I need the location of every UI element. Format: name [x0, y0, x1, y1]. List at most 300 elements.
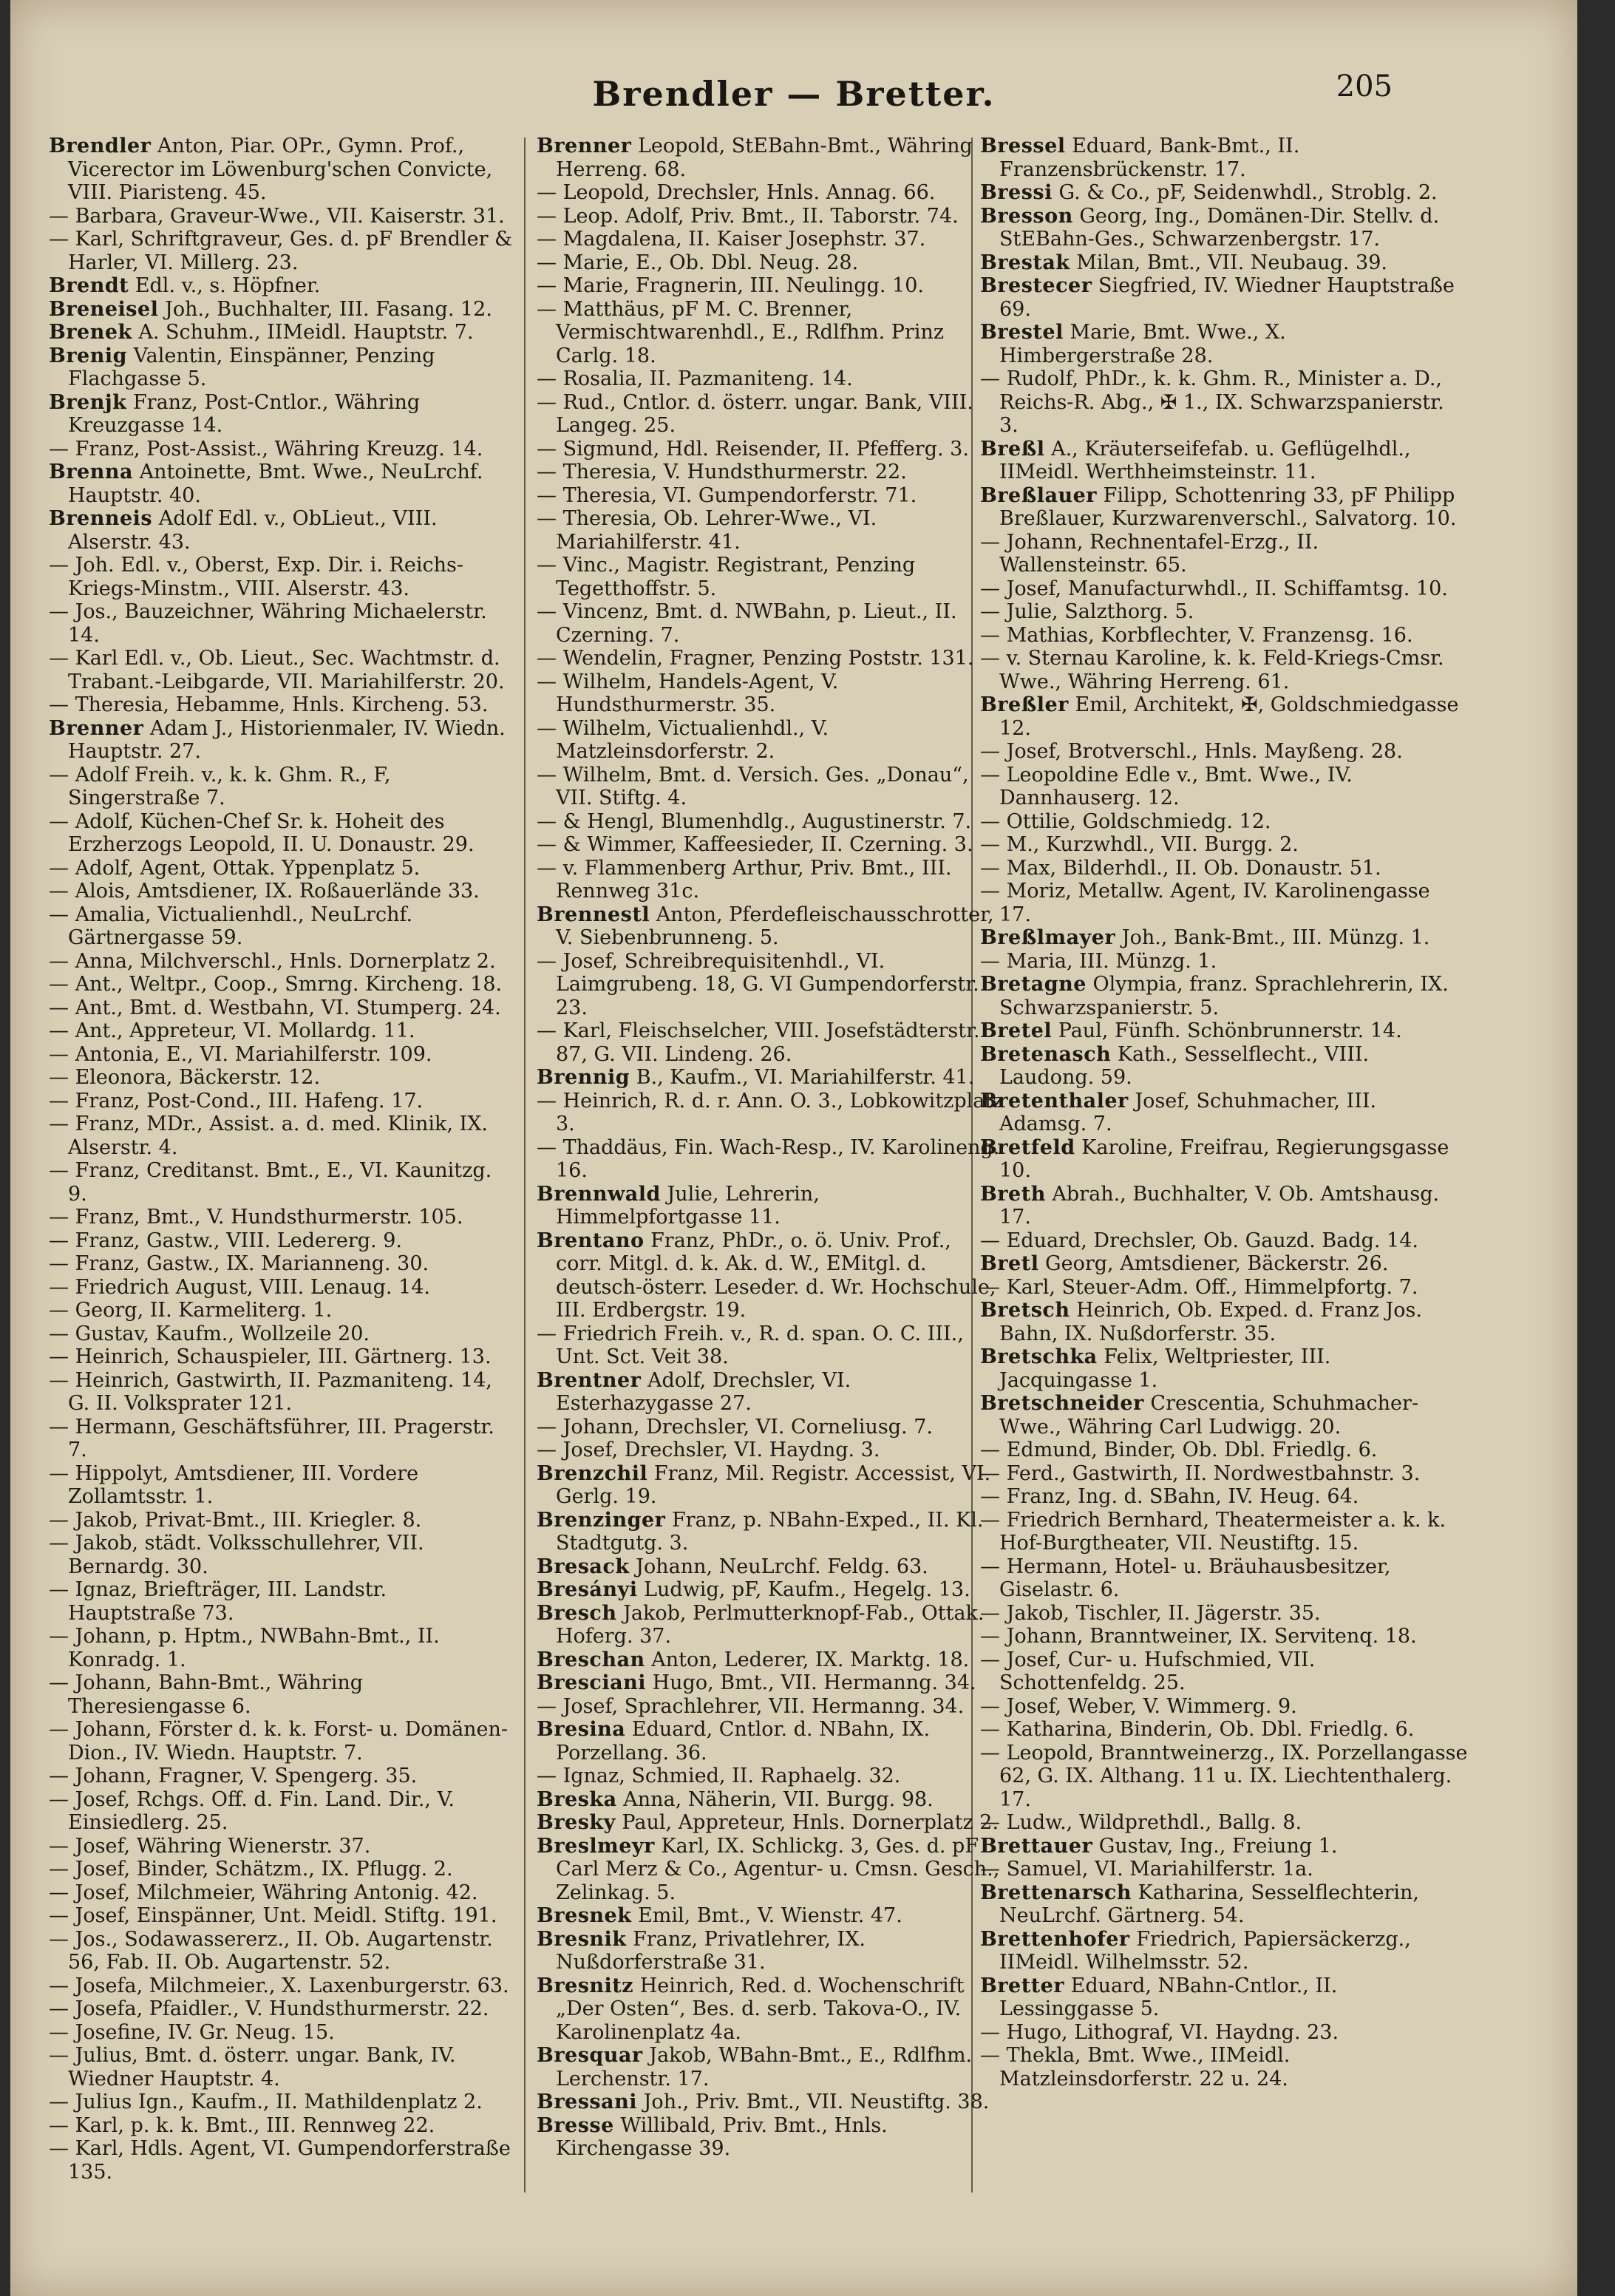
entry-text: Georg, Ing., Domänen-Dir. Stellv. d. StEBahn-Ges., Schwarzenbergstr. 17.	[999, 204, 1440, 251]
entry-surname: Bresnik	[537, 1927, 627, 1951]
entry-surname: Bretter	[980, 1974, 1065, 1997]
directory-entry	[537, 1369, 1004, 1416]
entry-surname: Bresnitz	[537, 1974, 634, 1997]
entry-text: Paul, Fünfh. Schönbrunnerstr. 14.	[1058, 1019, 1402, 1042]
entry-text: — Moriz, Metallw. Agent, IV. Karolinengasse 17.	[980, 880, 1430, 926]
directory-entry	[537, 1671, 1004, 1695]
directory-entry	[980, 1019, 1468, 1043]
directory-entry	[980, 1648, 1468, 1695]
entry-text: — Josef, Rchgs. Off. d. Fin. Land. Dir., V. Einsiedlerg. 25.	[49, 1787, 455, 1834]
directory-entry	[980, 1974, 1468, 2021]
entry-text: Marie, Bmt. Wwe., X. Himbergerstraße 28.	[999, 321, 1286, 367]
entry-text: Joh., Buchhalter, III. Fasang. 12.	[165, 297, 492, 321]
directory-entry	[980, 1858, 1468, 1881]
entry-text: — Theresia, VI. Gumpendorferstr. 71.	[537, 483, 917, 507]
directory-page	[10, 0, 1577, 2296]
directory-entry	[537, 367, 1004, 391]
entry-text: Antoinette, Bmt. Wwe., NeuLrchf. Hauptstr. 40.	[68, 461, 483, 507]
entry-surname: Bresky	[537, 1811, 616, 1834]
entry-text: Siegfried, IV. Wiedner Hauptstraße 69.	[999, 274, 1455, 321]
directory-entry	[49, 1904, 516, 1928]
directory-entry	[49, 2090, 516, 2114]
directory-entry	[49, 810, 516, 857]
entry-text: — Eleonora, Bäckerstr. 12.	[49, 1066, 321, 1089]
entry-text: Leopold, StEBahn-Bmt., Währing Herreng. 68.	[556, 135, 973, 181]
directory-entry	[980, 251, 1468, 275]
directory-entry	[49, 1276, 516, 1300]
entry-surname: Brenzinger	[537, 1508, 666, 1532]
entry-surname: Bresányi	[537, 1578, 638, 1601]
entry-text: — Johann, Förster d. k. k. Forst- u. Domänen-Dion., IV. Wiedn. Hauptstr. 7.	[49, 1718, 509, 1765]
entry-text: — Josefine, IV. Gr. Neug. 15.	[49, 2020, 335, 2044]
directory-entry	[537, 1509, 1004, 1555]
directory-entry	[49, 1881, 516, 1905]
directory-entry	[49, 1671, 516, 1718]
directory-entry	[49, 1090, 516, 1113]
directory-entry	[537, 1229, 1004, 1322]
entry-text: Willibald, Priv. Bmt., Hnls. Kirchengasse 39.	[556, 2113, 888, 2160]
entry-text: G. & Co., pF, Seidenwhdl., Stroblg. 2.	[1058, 181, 1438, 204]
directory-entry	[980, 1345, 1468, 1392]
directory-entry	[980, 531, 1468, 577]
entry-text: — Friedrich Freih. v., R. d. span. O. C. III., Unt. Sct. Veit 38.	[537, 1322, 964, 1368]
directory-entry	[980, 2044, 1468, 2090]
directory-entry	[49, 880, 516, 903]
page-number: 205	[1336, 69, 1393, 103]
directory-entry	[537, 228, 1004, 251]
directory-entry	[980, 1439, 1468, 1462]
directory-entry	[49, 973, 516, 996]
entry-surname: Bresnek	[537, 1904, 632, 1927]
directory-entry	[49, 2044, 516, 2090]
directory-entry	[49, 554, 516, 600]
entry-text: Franz, p. NBahn-Exped., II. Kl. Stadtgutg. 3.	[556, 1508, 984, 1555]
directory-column-3	[980, 135, 1468, 2271]
entry-text: — Josefa, Pfaidler., V. Hundsthurmerstr. 22.	[49, 1997, 489, 2020]
directory-entry	[49, 1625, 516, 1671]
entry-text: — Barbara, Graveur-Wwe., VII. Kaiserstr. 31.	[49, 204, 505, 228]
directory-entry	[980, 1742, 1468, 1812]
directory-entry	[49, 693, 516, 717]
entry-text: — Karl, p. k. k. Bmt., III. Rennweg 22.	[49, 2113, 435, 2137]
directory-entry	[537, 1695, 1004, 1719]
entry-text: — Julie, Salzthorg. 5.	[980, 600, 1194, 623]
entry-text: — Vinc., Magistr. Registrant, Penzing Tegetthoffstr. 5.	[537, 554, 916, 600]
entry-surname: Brentner	[537, 1368, 642, 1392]
directory-entry	[537, 764, 1004, 810]
entry-text: — Jakob, Tischler, II. Jägerstr. 35.	[980, 1601, 1321, 1625]
entry-text: Hugo, Bmt., VII. Hermanng. 34.	[652, 1671, 976, 1694]
directory-entry	[537, 484, 1004, 508]
directory-entry	[537, 1765, 1004, 1788]
directory-entry	[980, 1602, 1468, 1626]
directory-entry	[537, 438, 1004, 461]
directory-entry	[537, 1602, 1004, 1648]
entry-text: — Josef, Milchmeier, Währing Antonig. 42.	[49, 1881, 478, 1904]
entry-surname: Bretfeld	[980, 1135, 1075, 1159]
entry-text: Jakob, WBahn-Bmt., E., Rdlfhm. Lerchenstr. 17.	[556, 2044, 973, 2090]
entry-text: — Adolf, Agent, Ottak. Yppenplatz 5.	[49, 856, 421, 880]
entry-text: — Heinrich, Schauspieler, III. Gärtnerg. 13.	[49, 1345, 492, 1368]
entry-text: Anton, Lederer, IX. Marktg. 18.	[651, 1648, 970, 1671]
entry-text: — Jos., Bauzeichner, Währing Michaelerstr. 14.	[49, 600, 487, 647]
entry-surname: Bresciani	[537, 1671, 647, 1694]
directory-entry	[49, 321, 516, 344]
entry-surname: Brenjk	[49, 390, 127, 414]
directory-entry	[49, 1835, 516, 1858]
entry-text: Emil, Architekt, ✠, Goldschmiedgasse 12.	[999, 693, 1459, 740]
entry-text: Paul, Appreteur, Hnls. Dornerplatz 2.	[622, 1811, 999, 1834]
entry-surname: Brennig	[537, 1066, 630, 1089]
directory-entry	[980, 1881, 1468, 1928]
entry-surname: Bresch	[537, 1601, 617, 1625]
entry-text: — v. Sternau Karoline, k. k. Feld-Kriegs-Cmsr. Wwe., Währing Herreng. 61.	[980, 647, 1444, 693]
entry-text: — Friedrich August, VIII. Lenaug. 14.	[49, 1275, 431, 1299]
directory-entry	[49, 857, 516, 880]
entry-text: — Edmund, Binder, Ob. Dbl. Friedlg. 6.	[980, 1439, 1378, 1461]
entry-text: — Friedrich Bernhard, Theatermeister a. k. k. Hof-Burgtheater, VII. Neustiftg. 15.	[980, 1508, 1446, 1555]
directory-entry	[49, 1113, 516, 1159]
directory-entry	[537, 274, 1004, 298]
directory-entry	[980, 438, 1468, 484]
directory-entry	[537, 181, 1004, 205]
directory-entry	[980, 1555, 1468, 1602]
entry-text: — Ludw., Wildprethdl., Ballg. 8.	[980, 1811, 1302, 1834]
entry-surname: Breßlauer	[980, 483, 1098, 507]
entry-surname: Brendt	[49, 274, 129, 297]
entry-text: — Marie, Fragnerin, III. Neulingg. 10.	[537, 274, 924, 297]
entry-text: — Karl, Schriftgraveur, Ges. d. pF Brendler & Harler, VI. Millerg. 23.	[49, 228, 513, 274]
directory-entry	[537, 1322, 1004, 1369]
directory-column-1	[49, 135, 516, 2271]
directory-entry	[980, 1625, 1468, 1648]
entry-text: — Alois, Amtsdiener, IX. Roßauerlände 33.	[49, 880, 480, 903]
entry-surname: Brestel	[980, 321, 1064, 344]
directory-entry	[980, 693, 1468, 740]
directory-entry	[980, 1811, 1468, 1835]
entry-text: — Jakob, Privat-Bmt., III. Kriegler. 8.	[49, 1508, 422, 1532]
directory-entry	[980, 764, 1468, 810]
directory-entry	[49, 1578, 516, 1625]
directory-entry	[49, 1416, 516, 1462]
entry-text: — Georg, II. Karmeliterg. 1.	[49, 1299, 333, 1322]
entry-text: — Franz, MDr., Assist. a. d. med. Klinik, IX. Alserstr. 4.	[49, 1113, 488, 1159]
entry-text: Joh., Priv. Bmt., VII. Neustiftg. 38.	[643, 2090, 990, 2113]
entry-surname: Breßler	[980, 693, 1069, 716]
entry-text: — Rudolf, PhDr., k. k. Ghm. R., Minister a. D., Reichs-R. Abg., ✠ 1., IX. Schwarzspanierstr. 3.	[980, 367, 1444, 437]
directory-entry	[537, 205, 1004, 228]
directory-entry	[49, 764, 516, 810]
entry-text: Friedrich, Papiersäckerzg., IIMeidl. Wilhelmsstr. 52.	[999, 1927, 1411, 1974]
directory-entry	[49, 2137, 516, 2184]
directory-entry	[49, 950, 516, 974]
directory-entry	[980, 321, 1468, 367]
entry-text: — Anna, Milchverschl., Hnls. Dornerplatz 2.	[49, 949, 496, 973]
entry-text: — Marie, E., Ob. Dbl. Neug. 28.	[537, 251, 859, 274]
directory-entry	[49, 438, 516, 461]
entry-text: — Josef, Drechsler, VI. Haydng. 3.	[537, 1439, 880, 1461]
directory-entry	[49, 135, 516, 205]
entry-surname: Brennestl	[537, 903, 650, 926]
directory-entry	[49, 2021, 516, 2045]
directory-entry	[980, 1462, 1468, 1486]
directory-entry	[980, 810, 1468, 834]
entry-text: Franz, Post-Cntlor., Währing Kreuzgasse 14.	[68, 390, 421, 437]
directory-entry	[49, 228, 516, 274]
entry-text: Anton, Pferdefleischausschrotter, V. Siebenbrunneng. 5.	[556, 903, 994, 949]
entry-surname: Breßlmayer	[980, 926, 1116, 949]
entry-text: Ludwig, pF, Kaufm., Hegelg. 13.	[644, 1578, 970, 1601]
entry-text: — Joh. Edl. v., Oberst, Exp. Dir. i. Reichs-Kriegs-Minstm., VIII. Alserstr. 43.	[49, 554, 463, 600]
directory-entry	[980, 1183, 1468, 1229]
directory-entry	[49, 1019, 516, 1043]
directory-entry	[980, 1485, 1468, 1509]
directory-entry	[980, 2021, 1468, 2045]
entry-text: Karl, IX. Schlickg. 3, Ges. d. pF Carl Merz & Co., Agentur- u. Cmsn. Gesch., Zelinkag. 5.	[556, 1834, 1000, 1904]
directory-entry	[537, 1183, 1004, 1229]
entry-text: — Josef, Sprachlehrer, VII. Hermanng. 34.	[537, 1694, 965, 1718]
entry-surname: Bresina	[537, 1718, 626, 1741]
entry-text: — Franz, Bmt., V. Hundsthurmerstr. 105.	[49, 1206, 463, 1229]
directory-column-2	[537, 135, 1004, 2271]
entry-text: — Ottilie, Goldschmiedg. 12.	[980, 809, 1271, 833]
entry-text: A. Schuhm., IIMeidl. Hauptstr. 7.	[138, 321, 474, 344]
entry-text: — Josef, Manufacturwhdl., II. Schiffamtsg. 10.	[980, 577, 1448, 600]
directory-entry	[537, 1136, 1004, 1183]
entry-text: — Hermann, Geschäftsführer, III. Pragerstr. 7.	[49, 1415, 494, 1461]
directory-entry	[49, 647, 516, 693]
directory-entry	[537, 251, 1004, 275]
directory-entry	[980, 1392, 1468, 1439]
directory-entry	[49, 1229, 516, 1253]
entry-text: — Ant., Weltpr., Coop., Smrng. Kircheng. 18.	[49, 973, 503, 996]
entry-text: Eduard, Cntlor. d. NBahn, IX. Porzellang. 36.	[556, 1718, 931, 1765]
entry-text: Karoline, Freifrau, Regierungsgasse 10.	[999, 1135, 1449, 1182]
entry-text: — Thekla, Bmt. Wwe., IIMeidl. Matzleinsdorferstr. 22 u. 24.	[980, 2044, 1291, 2090]
directory-entry	[980, 926, 1468, 950]
entry-text: — Josef, Cur- u. Hufschmied, VII. Schottenfeldg. 25.	[980, 1648, 1316, 1694]
column-divider	[524, 137, 526, 2193]
directory-entry	[537, 1555, 1004, 1579]
directory-entry	[537, 2044, 1004, 2090]
directory-entry	[980, 1928, 1468, 1974]
entry-text: Milan, Bmt., VII. Neubaug. 39.	[1076, 251, 1387, 274]
entry-text: — Karl, Hdls. Agent, VI. Gumpendorferstraße 135.	[49, 2137, 511, 2184]
entry-text: Anton, Piar. OPr., Gymn. Prof., Vicerector im Löwenburg'schen Convicte, VIII. Piaristeng. 45.	[68, 135, 493, 204]
entry-text: — Franz, Post-Cond., III. Hafeng. 17.	[49, 1089, 424, 1113]
directory-entry	[537, 950, 1004, 1020]
entry-text: Julie, Lehrerin, Himmelpfortgasse 11.	[556, 1182, 820, 1229]
entry-text: — Josef, Einspänner, Unt. Meidl. Stiftg. 191.	[49, 1904, 497, 1927]
entry-surname: Breska	[537, 1787, 617, 1811]
entry-text: — Franz, Gastw., IX. Marianneng. 30.	[49, 1252, 429, 1275]
entry-text: — Sigmund, Hdl. Reisender, II. Pfefferg. 3.	[537, 437, 969, 461]
entry-text: — Jakob, städt. Volksschullehrer, VII. Bernardg. 30.	[49, 1532, 424, 1578]
entry-text: — Leopoldine Edle v., Bmt. Wwe., IV. Dannhauserg. 12.	[980, 763, 1353, 809]
entry-text: — Wilhelm, Bmt. d. Versich. Ges. „Donau“, VII. Stiftg. 4.	[537, 763, 969, 809]
entry-text: — Samuel, VI. Mariahilferstr. 1a.	[980, 1858, 1313, 1881]
entry-text: Johann, NeuLrchf. Feldg. 63.	[636, 1555, 928, 1578]
entry-text: A., Kräuterseifefab. u. Geflügelhdl., IIMeidl. Werthheimsteinstr. 11.	[999, 437, 1411, 483]
entry-surname: Brenna	[49, 461, 133, 483]
directory-entry	[537, 600, 1004, 647]
directory-entry	[537, 1462, 1004, 1509]
directory-entry	[537, 2114, 1004, 2161]
directory-entry	[980, 1509, 1468, 1555]
directory-entry	[49, 1066, 516, 1090]
directory-entry	[49, 2114, 516, 2138]
entry-text: Filipp, Schottenring 33, pF Philipp Breßlauer, Kurzwarenverschl., Salvatorg. 10.	[999, 483, 1457, 530]
directory-entry	[980, 274, 1468, 321]
entry-text: Georg, Amtsdiener, Bäckerstr. 26.	[1045, 1252, 1389, 1275]
entry-surname: Bretl	[980, 1252, 1039, 1275]
entry-text: — Max, Bilderhdl., II. Ob. Donaustr. 51.	[980, 856, 1381, 880]
directory-entry	[49, 274, 516, 298]
directory-entry	[49, 1206, 516, 1229]
entry-text: — Matthäus, pF M. C. Brenner, Vermischtwarenhdl., E., Rdlfhm. Prinz Carlg. 18.	[537, 297, 945, 367]
directory-entry	[49, 1532, 516, 1578]
directory-entry	[537, 507, 1004, 554]
directory-entry	[537, 1718, 1004, 1765]
directory-entry	[49, 1974, 516, 1998]
entry-text: — Julius Ign., Kaufm., II. Mathildenplatz 2.	[49, 2090, 483, 2113]
entry-text: Felix, Weltpriester, III. Jacquingasse 1.	[999, 1345, 1331, 1392]
directory-entry	[537, 1811, 1004, 1835]
directory-entry	[980, 973, 1468, 1019]
directory-entry	[980, 367, 1468, 438]
entry-text: Josef, Schuhmacher, III. Adamsg. 7.	[999, 1089, 1377, 1135]
directory-entry	[537, 1578, 1004, 1602]
entry-text: — Franz, Post-Assist., Währing Kreuzg. 14.	[49, 437, 483, 461]
entry-text: — Thaddäus, Fin. Wach-Resp., IV. Karolineng. 16.	[537, 1135, 1000, 1182]
directory-entry	[980, 740, 1468, 764]
directory-entry	[537, 1928, 1004, 1974]
entry-text: — Johann, Branntweiner, IX. Servitenq. 18.	[980, 1625, 1417, 1648]
entry-surname: Breschan	[537, 1648, 645, 1671]
entry-text: Crescentia, Schuhmacher-Wwe., Währing Carl Ludwigg. 20.	[999, 1392, 1419, 1439]
entry-surname: Bresse	[537, 2113, 614, 2137]
entry-surname: Brenner	[537, 135, 632, 157]
entry-text: — Vincenz, Bmt. d. NWBahn, p. Lieut., II. Czerning. 7.	[537, 600, 957, 647]
entry-text: — Adolf, Küchen-Chef Sr. k. Hoheit des Erzherzogs Leopold, II. U. Donaustr. 29.	[49, 809, 475, 856]
directory-entry	[537, 554, 1004, 600]
entry-text: Heinrich, Ob. Exped. d. Franz Jos. Bahn, IX. Nußdorferstr. 35.	[999, 1299, 1422, 1345]
entry-text: — Wendelin, Fragner, Penzing Poststr. 131.	[537, 647, 974, 670]
entry-text: — Karl, Steuer-Adm. Off., Himmelpfortg. 7.	[980, 1275, 1418, 1299]
directory-entry	[980, 600, 1468, 624]
directory-entry	[980, 833, 1468, 857]
entry-text: — Magdalena, II. Kaiser Josephstr. 37.	[537, 228, 926, 251]
directory-entry	[980, 624, 1468, 648]
entry-text: — Hugo, Lithograf, VI. Haydng. 23.	[980, 2020, 1339, 2044]
directory-entry	[537, 1416, 1004, 1439]
entry-text: — Ferd., Gastwirth, II. Nordwestbahnstr. 3.	[980, 1461, 1421, 1485]
entry-surname: Brenek	[49, 321, 132, 344]
entry-surname: Bretenthaler	[980, 1089, 1129, 1113]
entry-text: Franz, Mil. Registr. Accessist, VI. Gerlg. 19.	[556, 1461, 991, 1508]
entry-text: — Franz, Ing. d. SBahn, IV. Heug. 64.	[980, 1485, 1359, 1508]
directory-entry	[49, 1765, 516, 1788]
directory-entry	[537, 1788, 1004, 1812]
entry-text: — Amalia, Victualienhdl., NeuLrchf. Gärtnergasse 59.	[49, 903, 413, 949]
entry-text: — & Wimmer, Kaffeesieder, II. Czerning. 3.	[537, 833, 973, 856]
entry-text: — M., Kurzwhdl., VII. Burgg. 2.	[980, 833, 1299, 856]
entry-text: — Karl Edl. v., Ob. Lieut., Sec. Wachtmstr. d. Trabant.-Leibgarde, VII. Mariahilferstr. 20.	[49, 647, 505, 693]
entry-text: — Maria, III. Münzg. 1.	[980, 949, 1217, 973]
directory-entry	[49, 1252, 516, 1276]
directory-entry	[980, 1229, 1468, 1253]
entry-text: — Jos., Sodawassererz., II. Ob. Augartenstr. 56, Fab. II. Ob. Augartenstr. 52.	[49, 1927, 493, 1974]
entry-text: Franz, Privatlehrer, IX. Nußdorferstraße 31.	[556, 1927, 866, 1974]
entry-text: — Theresia, Hebamme, Hnls. Kircheng. 53.	[49, 693, 489, 716]
entry-text: — Josefa, Milchmeier., X. Laxenburgerstr. 63.	[49, 1974, 509, 1997]
entry-text: — Rud., Cntlor. d. österr. ungar. Bank, VIII. Langeg. 25.	[537, 390, 973, 437]
entry-surname: Bretagne	[980, 973, 1087, 996]
directory-entry	[537, 857, 1004, 903]
entry-text: Franz, PhDr., o. ö. Univ. Prof., corr. Mitgl. d. k. Ak. d. W., EMitgl. d. deutsch-österr. Leseder. d. Wr. Hochschule, III. Erdbergstr. 19.	[556, 1229, 996, 1322]
entry-text: — Ant., Bmt. d. Westbahn, VI. Stumperg. 24.	[49, 996, 501, 1019]
entry-surname: Bresson	[980, 204, 1073, 228]
entry-text: — Franz, Creditanst. Bmt., E., VI. Kaunitzg. 9.	[49, 1159, 492, 1206]
entry-text: — Leopold, Drechsler, Hnls. Annag. 66.	[537, 181, 936, 204]
entry-surname: Bressi	[980, 181, 1053, 204]
directory-entry	[537, 135, 1004, 181]
directory-entry	[537, 1648, 1004, 1672]
entry-text: Abrah., Buchhalter, V. Ob. Amtshausg. 17.	[999, 1182, 1440, 1229]
entry-surname: Bresack	[537, 1555, 630, 1578]
entry-surname: Brestecer	[980, 274, 1092, 297]
entry-surname: Bretschneider	[980, 1392, 1144, 1415]
entry-text: — Hermann, Hotel- u. Bräuhausbesitzer, Giselastr. 6.	[980, 1555, 1391, 1601]
entry-text: Katharina, Sesselflechterin, NeuLrchf. Gärtnerg. 54.	[999, 1881, 1420, 1927]
entry-text: — Johann, Rechnentafel-Erzg., II. Wallensteinstr. 65.	[980, 530, 1319, 577]
entry-surname: Brentano	[537, 1229, 645, 1252]
entry-text: Emil, Bmt., V. Wienstr. 47.	[638, 1904, 902, 1927]
entry-text: Jakob, Perlmutterknopf-Fab., Ottak. Hoferg. 37.	[556, 1601, 985, 1648]
directory-entry	[980, 857, 1468, 880]
entry-surname: Brenzchil	[537, 1461, 648, 1485]
entry-text: — Karl, Fleischselcher, VIII. Josefstädterstr. 87, G. VII. Lindeng. 26.	[537, 1019, 980, 1066]
directory-entry	[49, 344, 516, 391]
entry-surname: Breth	[980, 1182, 1046, 1206]
entry-text: Olympia, franz. Sprachlehrerin, IX. Schwarzspanierstr. 5.	[999, 973, 1449, 1019]
directory-entry	[49, 1299, 516, 1322]
directory-entry	[49, 1928, 516, 1974]
directory-entry	[980, 1043, 1468, 1090]
entry-text: Eduard, NBahn-Cntlor., II. Lessinggasse 5.	[999, 1974, 1338, 2020]
directory-entry	[49, 1718, 516, 1765]
entry-text: — Johann, Bahn-Bmt., Währing Theresiengasse 6.	[49, 1671, 364, 1718]
directory-entry	[537, 391, 1004, 438]
directory-entry	[537, 1904, 1004, 1928]
directory-entry	[49, 1858, 516, 1881]
entry-text: — Theresia, Ob. Lehrer-Wwe., VI. Mariahilferstr. 41.	[537, 507, 877, 554]
entry-text: — Eduard, Drechsler, Ob. Gauzd. Badg. 14.	[980, 1229, 1418, 1252]
entry-text: — Franz, Gastw., VIII. Ledererg. 9.	[49, 1229, 402, 1252]
directory-entry	[49, 996, 516, 1020]
directory-entry	[980, 1252, 1468, 1276]
directory-entry	[980, 1835, 1468, 1858]
entry-text: — Heinrich, Gastwirth, II. Pazmaniteng. 14, G. II. Volksprater 121.	[49, 1368, 492, 1415]
directory-entry	[537, 1066, 1004, 1090]
entry-surname: Brendler	[49, 135, 152, 157]
entry-text: Adolf, Drechsler, VI. Esterhazygasse 27.	[556, 1368, 851, 1415]
entry-text: B., Kaufm., VI. Mariahilferstr. 41.	[636, 1066, 975, 1089]
directory-entry	[980, 484, 1468, 531]
entry-text: — Ignaz, Schmied, II. Raphaelg. 32.	[537, 1765, 901, 1787]
directory-entry	[49, 903, 516, 950]
entry-text: Adam J., Historienmaler, IV. Wiedn. Hauptstr. 27.	[68, 716, 506, 763]
